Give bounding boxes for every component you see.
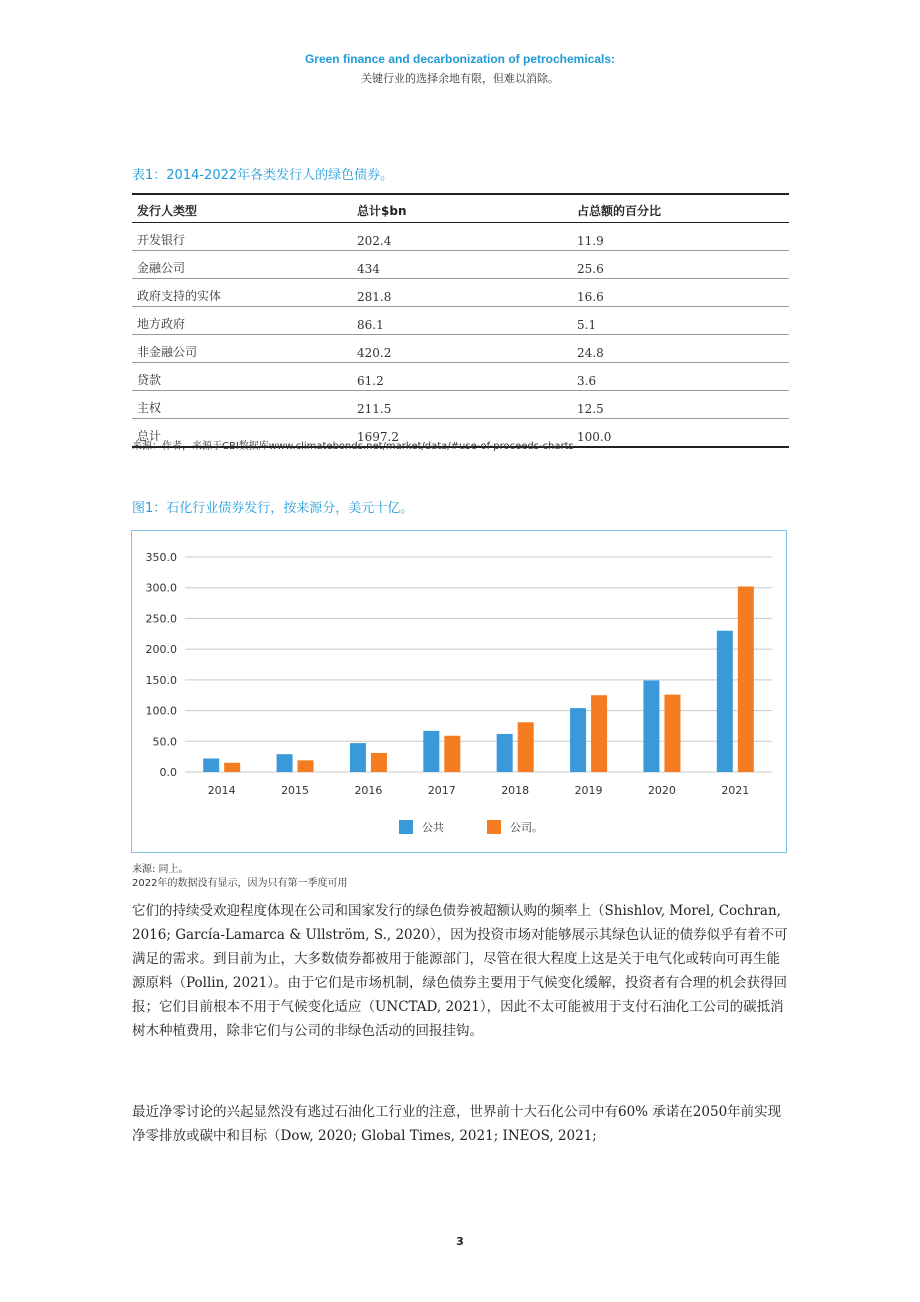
bar-corporate xyxy=(444,736,460,772)
issuer-cell: 地方政府 xyxy=(132,307,352,335)
percent-cell: 12.5 xyxy=(572,391,789,419)
issuer-cell: 主权 xyxy=(132,391,352,419)
total-cell: 281.8 xyxy=(352,279,572,307)
bar-public xyxy=(203,758,219,772)
x-tick-label: 2021 xyxy=(721,784,750,797)
issuer-cell: 开发银行 xyxy=(132,223,352,251)
total-cell: 211.5 xyxy=(352,391,572,419)
running-header-title: Green finance and decarbonization of petrochemicals: xyxy=(304,52,616,66)
x-tick-label: 2017 xyxy=(427,784,456,797)
y-tick-label: 300.0 xyxy=(145,581,177,595)
x-tick-label: 2015 xyxy=(281,784,310,797)
issuer-cell: 总计 xyxy=(132,419,352,448)
percent-cell: 16.6 xyxy=(572,279,789,307)
bar-public xyxy=(350,743,366,772)
total-cell: 420.2 xyxy=(352,335,572,363)
bar-corporate xyxy=(298,760,314,772)
table-row xyxy=(132,279,789,307)
percent-cell: 24.8 xyxy=(572,335,789,363)
table-row xyxy=(132,251,789,279)
table-header-row xyxy=(132,194,789,223)
page-number: 3 xyxy=(456,1235,464,1248)
percent-cell: 11.9 xyxy=(572,223,789,251)
figure-2022-note: 2022年的数据没有显示，因为只有第一季度可用 xyxy=(132,878,348,889)
y-tick-label: 150.0 xyxy=(145,673,177,687)
bar-public xyxy=(497,734,513,772)
table-row xyxy=(132,391,789,419)
legend-swatch xyxy=(399,820,413,834)
total-cell: 202.4 xyxy=(352,223,572,251)
table-row xyxy=(132,363,789,391)
chart-canvas xyxy=(132,531,788,854)
percent-cell: 100.0 xyxy=(572,419,789,448)
body-paragraph-1: 它们的持续受欢迎程度体现在公司和国家发行的绿色债券被超额认购的频率上（Shishlov, Morel, Cochran, 2016; García-Lamarca & Ullström, S., 2020），因为投资市场对能够展示其绿色认证的债券似乎有着不可满足的需求。到目前为止，大多数债券都被用于能源部门，尽管在很大程度上这是关于电气化或转向可再生能源原料（Pollin, 2021）。由于它们是市场机制，绿色债券主要用于气候变化缓解，投资者有合理的机会获得回报；它们目前根本不用于气候变化适应（UNCTAD, 2021），因此不太可能被用于支付石油化工公司的碳抵消树木种植费用，除非它们与公司的非绿色活动的回报挂钩。 xyxy=(132,903,788,1039)
table-source-note: 来源：作者，来源于CBI数据库www.climatebonds.net/market/data/#use-of-proceeds-charts xyxy=(132,441,574,452)
bar-corporate xyxy=(224,763,240,772)
column-header-issuer-type: 发行人类型 xyxy=(132,194,352,223)
bar-corporate xyxy=(738,586,754,772)
issuer-cell: 非金融公司 xyxy=(132,335,352,363)
percent-cell: 25.6 xyxy=(572,251,789,279)
running-header-subtitle: 关键行业的选择余地有限，但难以消除。 xyxy=(361,72,559,85)
percent-cell: 5.1 xyxy=(572,307,789,335)
issuer-cell: 贷款 xyxy=(132,363,352,391)
figure-source-note: 来源: 同上。 xyxy=(132,864,189,875)
bar-corporate xyxy=(518,722,534,772)
table-caption: 表1：2014-2022年各类发行人的绿色债券。 xyxy=(132,168,394,183)
legend-label: 公共 xyxy=(422,821,444,834)
y-tick-label: 250.0 xyxy=(145,612,177,626)
column-header-total: 总计$bn xyxy=(352,194,572,223)
total-cell: 434 xyxy=(352,251,572,279)
issuer-cell: 金融公司 xyxy=(132,251,352,279)
y-tick-label: 100.0 xyxy=(145,704,177,718)
bond-issuance-chart xyxy=(131,530,787,853)
x-tick-label: 2018 xyxy=(501,784,530,797)
bar-public xyxy=(570,708,586,772)
x-tick-label: 2019 xyxy=(574,784,603,797)
y-tick-label: 50.0 xyxy=(152,735,177,749)
bar-corporate xyxy=(591,695,607,772)
table-row xyxy=(132,307,789,335)
percent-cell: 3.6 xyxy=(572,363,789,391)
y-tick-label: 0.0 xyxy=(159,766,177,779)
table-row xyxy=(132,223,789,251)
total-cell: 1697.2 xyxy=(352,419,572,448)
x-tick-label: 2020 xyxy=(647,784,676,797)
bar-public xyxy=(277,754,293,772)
column-header-percent: 占总额的百分比 xyxy=(572,194,789,223)
bar-corporate xyxy=(371,753,387,772)
issuer-cell: 政府支持的实体 xyxy=(132,279,352,307)
bar-public xyxy=(423,731,439,772)
green-bond-table xyxy=(132,193,789,448)
body-paragraph-2: 最近净零讨论的兴起显然没有逃过石油化工行业的注意，世界前十大石化公司中有60% 承诺在2050年前实现净零排放或碳中和目标（Dow, 2020; Global Times, 2021; INEOS, 2021; xyxy=(132,1104,782,1144)
legend-swatch xyxy=(487,820,501,834)
y-tick-label: 200.0 xyxy=(145,643,177,657)
bar-public xyxy=(717,631,733,772)
figure-caption: 图1：石化行业债券发行，按来源分，美元十亿。 xyxy=(132,501,414,516)
bar-corporate xyxy=(664,695,680,772)
legend-label: 公司。 xyxy=(510,821,543,834)
x-tick-label: 2014 xyxy=(207,784,236,797)
total-cell: 86.1 xyxy=(352,307,572,335)
total-cell: 61.2 xyxy=(352,363,572,391)
bar-public xyxy=(643,680,659,772)
table-row xyxy=(132,335,789,363)
y-tick-label: 350.0 xyxy=(145,551,177,564)
x-tick-label: 2016 xyxy=(354,784,383,797)
